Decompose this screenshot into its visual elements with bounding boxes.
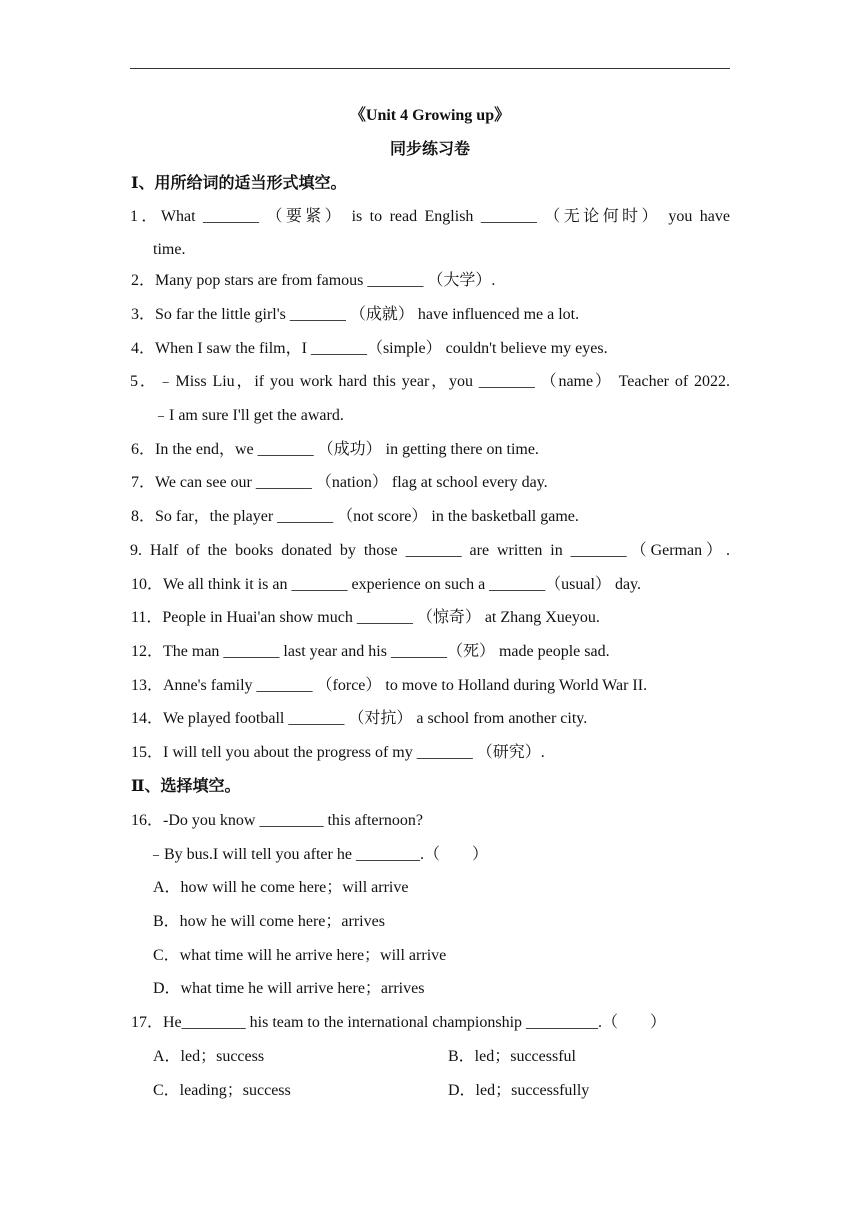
question-15: 15．I will tell you about the progress of my _______ （研究）. [131,744,545,761]
header-rule [130,68,730,69]
question-5-line-2: ﹣I am sure I'll get the award. [153,407,344,424]
question-2: 2．Many pop stars are from famous _______ （大学）. [131,272,496,289]
question-12: 12．The man _______ last year and his _______（死） made people sad. [131,643,610,660]
question-17-option-c: C．leading；success [153,1082,291,1099]
section1-heading: Ⅰ、用所给词的适当形式填空。 [131,175,347,192]
question-6: 6．In the end，we _______ （成功） in getting there on time. [131,441,539,458]
question-16-option-c: C．what time will he arrive here；will arrive [153,947,447,964]
question-3: 3．So far the little girl's _______ （成就） have influenced me a lot. [131,306,580,323]
question-11: 11．People in Huai'an show much _______ （惊奇） at Zhang Xueyou. [131,609,600,626]
section2-heading: Ⅱ、选择填空。 [131,778,241,795]
question-17-option-a: A．led；success [153,1048,265,1065]
question-16-line-2: ﹣By bus.I will tell you after he ________.（ ） [148,846,488,863]
question-13: 13．Anne's family _______ （force） to move to Holland during World War II. [131,677,648,694]
doc-subtitle: 同步练习卷 [389,141,470,158]
doc-title: 《Unit 4 Growing up》 [349,107,511,124]
question-17-option-d: D．led；successfully [448,1082,590,1099]
question-5-line-1: 5．﹣Miss Liu，if you work hard this year，you _______ （name） Teacher of 2022. [130,373,730,390]
question-7: 7．We can see our _______ （nation） flag at school every day. [131,474,548,491]
question-16-option-b: B．how he will come here；arrives [153,913,385,930]
question-4: 4．When I saw the film，I _______（simple） couldn't believe my eyes. [131,340,608,357]
question-8: 8．So far，the player _______ （not score） in the basketball game. [131,508,579,525]
question-1-line-2: time. [153,241,186,258]
question-9: 9. Half of the books donated by those _______ are written in _______（German）. [130,542,730,559]
question-16-option-d: D．what time he will arrive here；arrives [153,980,425,997]
question-14: 14．We played football _______ （对抗） a school from another city. [131,710,588,727]
question-1-line-1: 1．What _______ （要紧） is to read English _______ （无论何时） you have [130,208,730,225]
question-16-line-1: 16．-Do you know ________ this afternoon? [131,812,423,829]
question-16-option-a: A．how will he come here；will arrive [153,879,409,896]
question-17-line-1: 17．He________ his team to the international championship _________.（ ） [131,1014,667,1031]
question-17-option-b: B．led；successful [448,1048,576,1065]
question-10: 10．We all think it is an _______ experience on such a _______（usual） day. [131,576,642,593]
